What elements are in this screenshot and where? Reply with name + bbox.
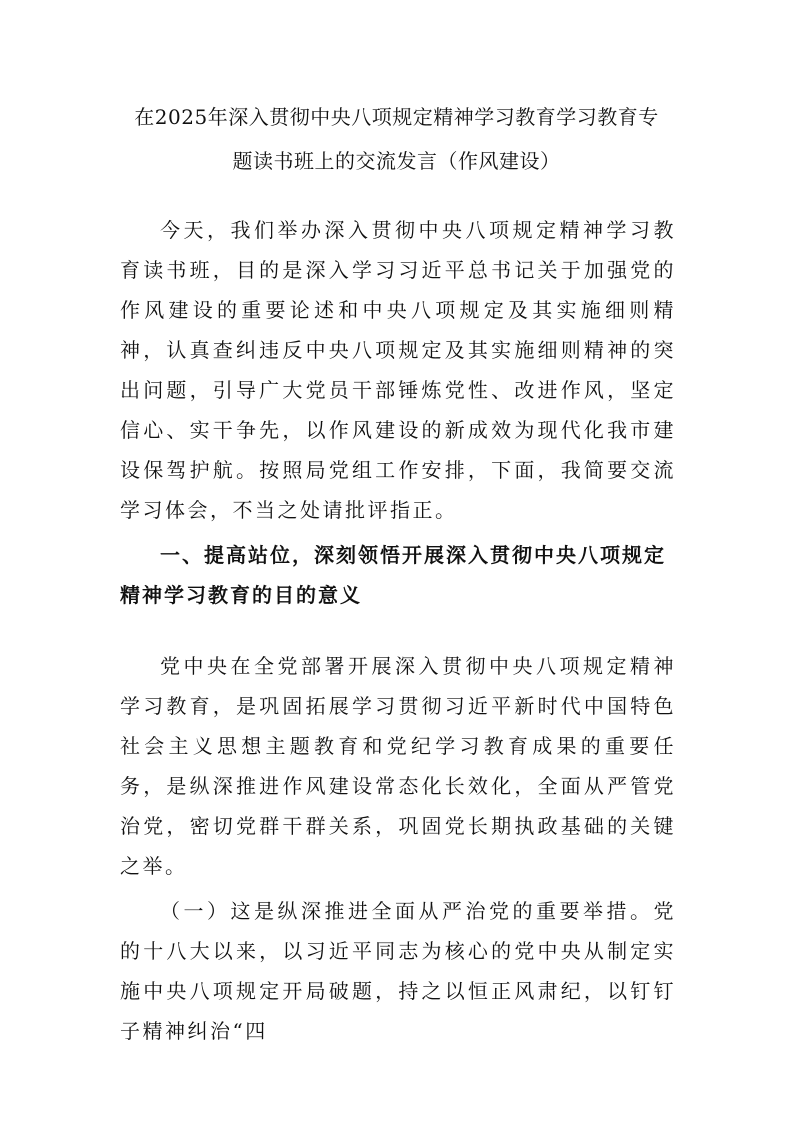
title-line-1: 在2025年深入贯彻中央八项规定精神学习教育学习教育专	[134, 105, 659, 129]
paragraph-subsection-1: （一）这是纵深推进全面从严治党的重要举措。党的十八大以来，以习近平同志为核心的党中央从制定实施中央八项规定开局破题，持之以恒正风肃纪，以钉钉子精神纠治“四	[120, 899, 676, 1043]
title-line-2: 题读书班上的交流发言（作风建设）	[232, 149, 561, 173]
paragraph-significance: 党中央在全党部署开展深入贯彻中央八项规定精神学习教育，是巩固拓展学习贯彻习近平新时代中国特色社会主义思想主题教育和党纪学习教育成果的重要任务，是纵深推进作风建设常态化长效化，全面从严管党治党，密切党群干群关系，巩固党长期执政基础的关键之举。	[120, 654, 676, 878]
document-title	[100, 95, 693, 183]
section-heading-1: 一、提高站位，深刻领悟开展深入贯彻中央八项规定精神学习教育的目的意义	[120, 543, 666, 607]
paragraph-intro: 今天，我们举办深入贯彻中央八项规定精神学习教育读书班，目的是深入学习习近平总书记关于加强党的作风建设的重要论述和中央八项规定及其实施细则精神，认真查纠违反中央八项规定及其实施细则精神的突出问题，引导广大党员干部锤炼党性、改进作风，坚定信心、实干争先，以作风建设的新成效为现代化我市建设保驾护航。按照局党组工作安排，下面，我简要交流学习体会，不当之处请批评指正。	[120, 218, 676, 522]
